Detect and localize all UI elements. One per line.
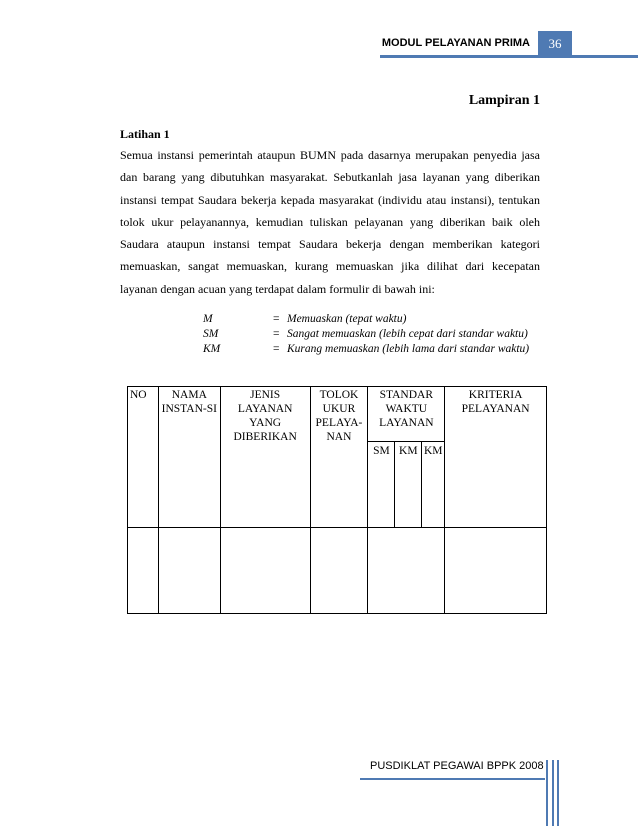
footer-bar <box>552 760 554 826</box>
header-title: MODUL PELAYANAN PRIMA <box>381 37 530 49</box>
table-cell[interactable] <box>310 528 368 614</box>
table-cell[interactable] <box>128 528 159 614</box>
legend-desc: Memuaskan (tepat waktu) <box>287 313 407 325</box>
header-standar-waktu: STANDAR WAKTU LAYANAN <box>368 387 445 442</box>
header-jenis-layanan: JENIS LAYANAN YANG DIBERIKAN <box>220 387 310 528</box>
table-row <box>128 528 547 614</box>
table-cell[interactable] <box>158 528 220 614</box>
sub-header-km: KM <box>395 442 422 528</box>
legend-equals: = <box>273 328 280 340</box>
legend-row <box>203 328 528 340</box>
header-rule <box>380 55 638 58</box>
legend-desc: Kurang memuaskan (lebih lama dari standar waktu) <box>287 343 530 355</box>
legend-row <box>203 343 529 355</box>
appendix-label: Lampiran 1 <box>468 93 540 108</box>
legend-key: SM <box>203 328 219 340</box>
sub-header-km: KM <box>422 442 445 528</box>
footer-bar <box>546 760 548 826</box>
header-tolok-ukur: TOLOK UKUR PELAYA-NAN <box>310 387 368 528</box>
legend-key: KM <box>203 343 221 355</box>
legend-equals: = <box>273 313 280 325</box>
table-cell[interactable] <box>368 528 445 614</box>
footer-bar <box>557 760 559 826</box>
table-cell[interactable] <box>445 528 547 614</box>
footer-text: PUSDIKLAT PEGAWAI BPPK 2008 <box>370 760 544 772</box>
service-form-table <box>127 386 547 614</box>
legend-key: M <box>203 313 213 325</box>
header-nama-instansi: NAMA INSTAN-SI <box>158 387 220 528</box>
page-number: 36 <box>538 31 572 56</box>
header-no: NO <box>128 387 159 528</box>
table-cell[interactable] <box>220 528 310 614</box>
legend-row <box>203 313 406 325</box>
sub-header-sm: SM <box>368 442 395 528</box>
exercise-title: Latihan 1 <box>120 127 170 141</box>
instruction-paragraph: Semua instansi pemerintah ataupun BUMN pada dasarnya merupakan penyedia jasa dan barang yang dibutuhkan masyarakat. Sebutkanlah jasa layanan yang diberikan instansi tempat Saudara bekerja kepada masyarakat (individu atau instansi), tentukan tolok ukur pelayanannya, kemudian tuliskan pelayanan yang diberikan baik oleh Saudara ataupun instansi tempat Saudara bekerja dengan memberikan kategori memuaskan, sangat memuaskan, kurang memuaskan jika dilihat dari kecepatan layanan dengan acuan yang terdapat dalam formulir di bawah ini: <box>120 148 540 296</box>
footer-rule <box>360 778 545 780</box>
legend-desc: Sangat memuaskan (lebih cepat dari standar waktu) <box>287 328 528 340</box>
header-kriteria: KRITERIA PELAYANAN <box>445 387 547 528</box>
legend-equals: = <box>273 343 280 355</box>
